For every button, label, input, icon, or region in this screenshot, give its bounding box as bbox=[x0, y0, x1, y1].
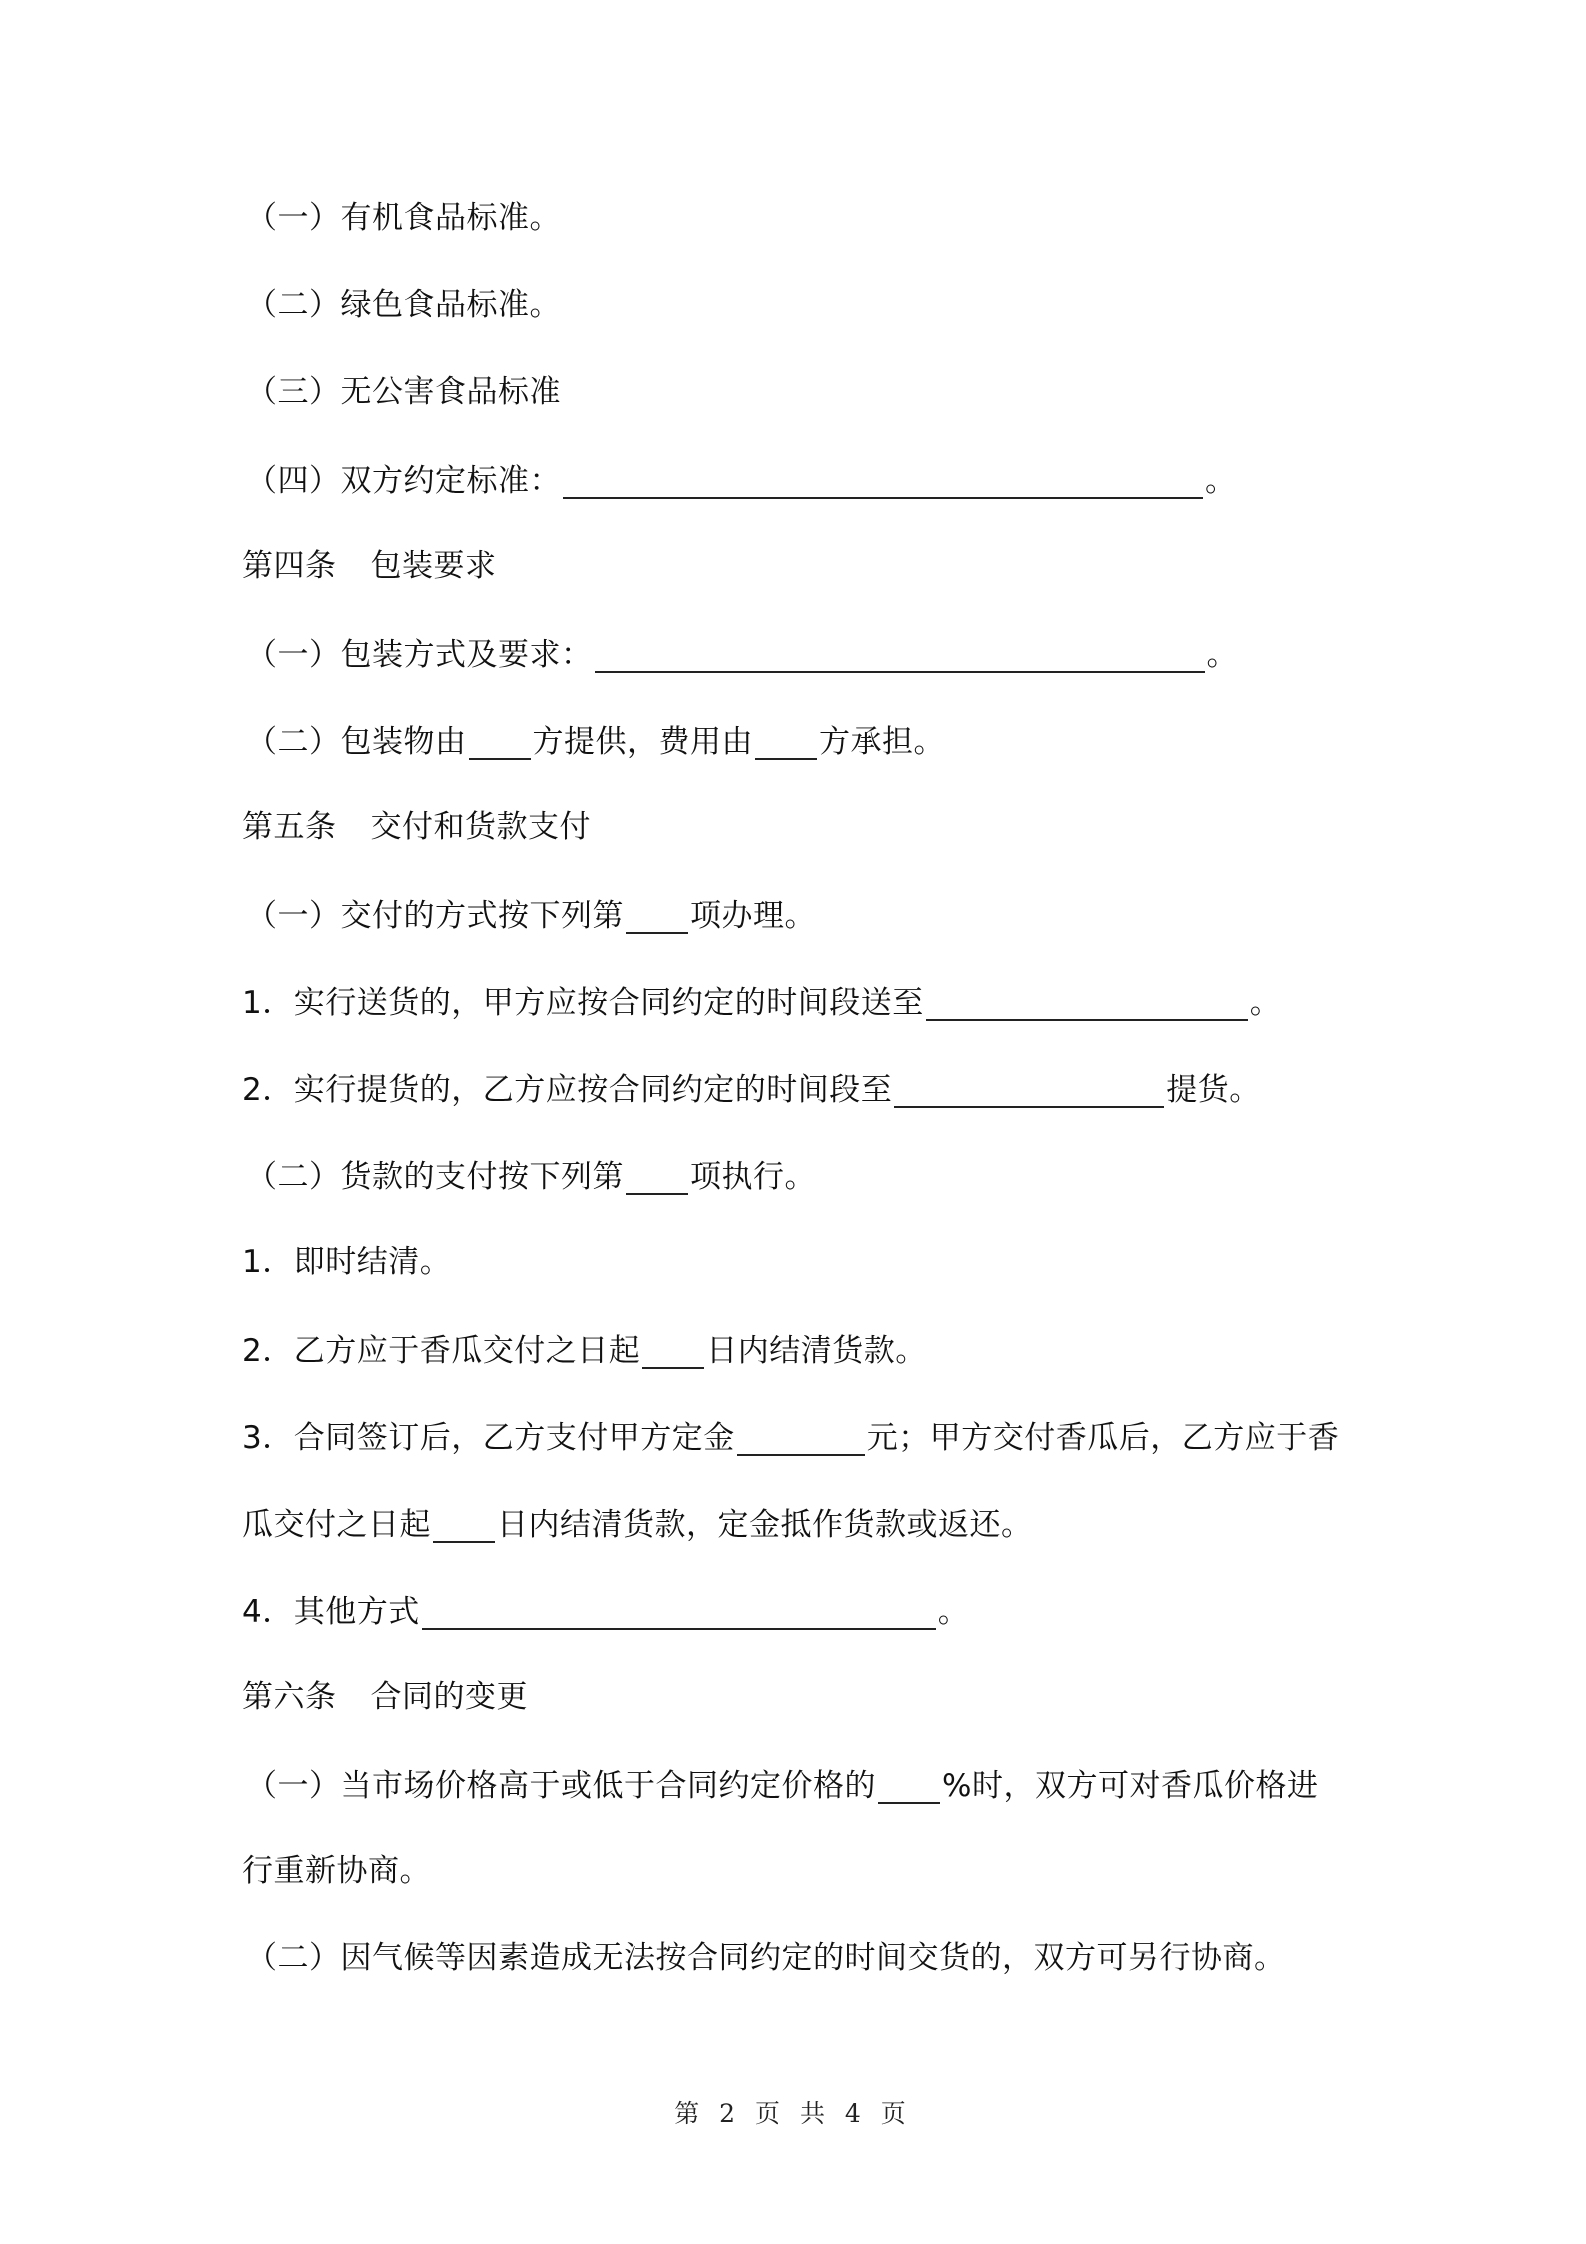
clause-text: （二）货款的支付按下列第 bbox=[246, 1159, 624, 1195]
clause-text: 元；甲方交付香瓜后，乙方应于香 bbox=[866, 1420, 1340, 1456]
clause-text: 4．其他方式 bbox=[242, 1594, 420, 1630]
clause-text: 方承担。 bbox=[819, 724, 945, 760]
fill-blank-settlement-days[interactable] bbox=[642, 1327, 704, 1369]
clause-text: （一）当市场价格高于或低于合同约定价格的 bbox=[246, 1768, 876, 1804]
clause-pickup-by-buyer bbox=[242, 1066, 1261, 1112]
clause-text: 提货。 bbox=[1166, 1072, 1261, 1108]
clause-text: 瓜交付之日起 bbox=[242, 1507, 431, 1543]
clause-settle-within-days bbox=[242, 1327, 927, 1373]
article-number: 第六条 bbox=[242, 1679, 337, 1715]
fill-blank-other-method[interactable] bbox=[422, 1588, 936, 1630]
clause-text: （四）双方约定标准： bbox=[246, 463, 561, 499]
article-4-heading bbox=[242, 544, 497, 588]
clause-text: 3．合同签订后，乙方支付甲方定金 bbox=[242, 1420, 735, 1456]
article-number: 第四条 bbox=[242, 548, 337, 584]
fill-blank-cost-bearer[interactable] bbox=[755, 718, 817, 760]
clause-text: 项执行。 bbox=[690, 1159, 816, 1195]
clause-text: （一）交付的方式按下列第 bbox=[246, 898, 624, 934]
clause-text: 。 bbox=[937, 1594, 970, 1630]
clause-immediate-settlement bbox=[242, 1240, 451, 1284]
clause-text: 。 bbox=[1249, 985, 1282, 1021]
clause-text: 日内结清货款，定金抵作货款或返还。 bbox=[497, 1507, 1033, 1543]
clause-text: 行重新协商。 bbox=[242, 1853, 431, 1889]
clause-text: （一）包装方式及要求： bbox=[246, 637, 593, 673]
fill-blank-deposit-amount[interactable] bbox=[737, 1414, 865, 1456]
clause-text: （二）因气候等因素造成无法按合同约定的时间交货的，双方可另行协商。 bbox=[246, 1940, 1286, 1976]
clause-text: 1．即时结清。 bbox=[242, 1244, 452, 1280]
clause-delivery-method bbox=[246, 892, 816, 938]
clause-deposit bbox=[242, 1414, 1339, 1460]
article-title: 包装要求 bbox=[370, 548, 497, 584]
clause-text: （三）无公害食品标准 bbox=[246, 374, 561, 410]
clause-green-standard bbox=[246, 283, 561, 327]
fill-blank-packaging-method[interactable] bbox=[595, 631, 1205, 673]
clause-payment-method bbox=[246, 1153, 816, 1199]
clause-other-method bbox=[242, 1588, 969, 1634]
clause-packaging-provider bbox=[246, 718, 945, 764]
article-5-heading bbox=[242, 805, 591, 849]
article-title: 合同的变更 bbox=[370, 1679, 528, 1715]
page-number-footer: 第 2 页 共 4 页 bbox=[674, 2099, 912, 2128]
article-6-heading bbox=[242, 1675, 528, 1719]
clause-text: 项办理。 bbox=[690, 898, 816, 934]
article-number: 第五条 bbox=[242, 809, 337, 845]
clause-packaging-method bbox=[246, 631, 1238, 677]
fill-blank-delivery-option[interactable] bbox=[626, 892, 688, 934]
fill-blank-delivery-location[interactable] bbox=[926, 979, 1248, 1021]
fill-blank-deposit-settlement-days[interactable] bbox=[433, 1501, 495, 1543]
clause-price-adjustment-continued bbox=[242, 1849, 431, 1893]
fill-blank-payment-option[interactable] bbox=[626, 1153, 688, 1195]
clause-text: 1．实行送货的，甲方应按合同约定的时间段送至 bbox=[242, 985, 924, 1021]
clause-text: 2．实行提货的，乙方应按合同约定的时间段至 bbox=[242, 1072, 893, 1108]
clause-text: %时，双方可对香瓜价格进 bbox=[942, 1768, 1319, 1804]
clause-weather-delay bbox=[246, 1936, 1286, 1980]
clause-text: 方提供，费用由 bbox=[532, 724, 753, 760]
clause-text: （二）包装物由 bbox=[246, 724, 467, 760]
fill-blank-pickup-location[interactable] bbox=[894, 1066, 1164, 1108]
fill-blank-packaging-provider[interactable] bbox=[469, 718, 531, 760]
clause-text: （二）绿色食品标准。 bbox=[246, 287, 561, 323]
clause-text: 2．乙方应于香瓜交付之日起 bbox=[242, 1333, 641, 1369]
clause-text: 。 bbox=[1206, 637, 1238, 673]
clause-text: （一）有机食品标准。 bbox=[246, 200, 561, 236]
article-title: 交付和货款支付 bbox=[370, 809, 591, 845]
clause-delivery-by-seller bbox=[242, 979, 1281, 1025]
clause-deposit-continued bbox=[242, 1501, 1033, 1547]
clause-text: 。 bbox=[1205, 463, 1237, 499]
clause-agreed-standard bbox=[246, 457, 1237, 503]
fill-blank-agreed-standard[interactable] bbox=[563, 457, 1203, 499]
clause-pollution-free-standard bbox=[246, 370, 561, 414]
clause-text: 日内结清货款。 bbox=[706, 1333, 927, 1369]
fill-blank-price-percent[interactable] bbox=[878, 1762, 940, 1804]
clause-organic-standard bbox=[246, 196, 561, 240]
clause-price-adjustment bbox=[246, 1762, 1318, 1808]
